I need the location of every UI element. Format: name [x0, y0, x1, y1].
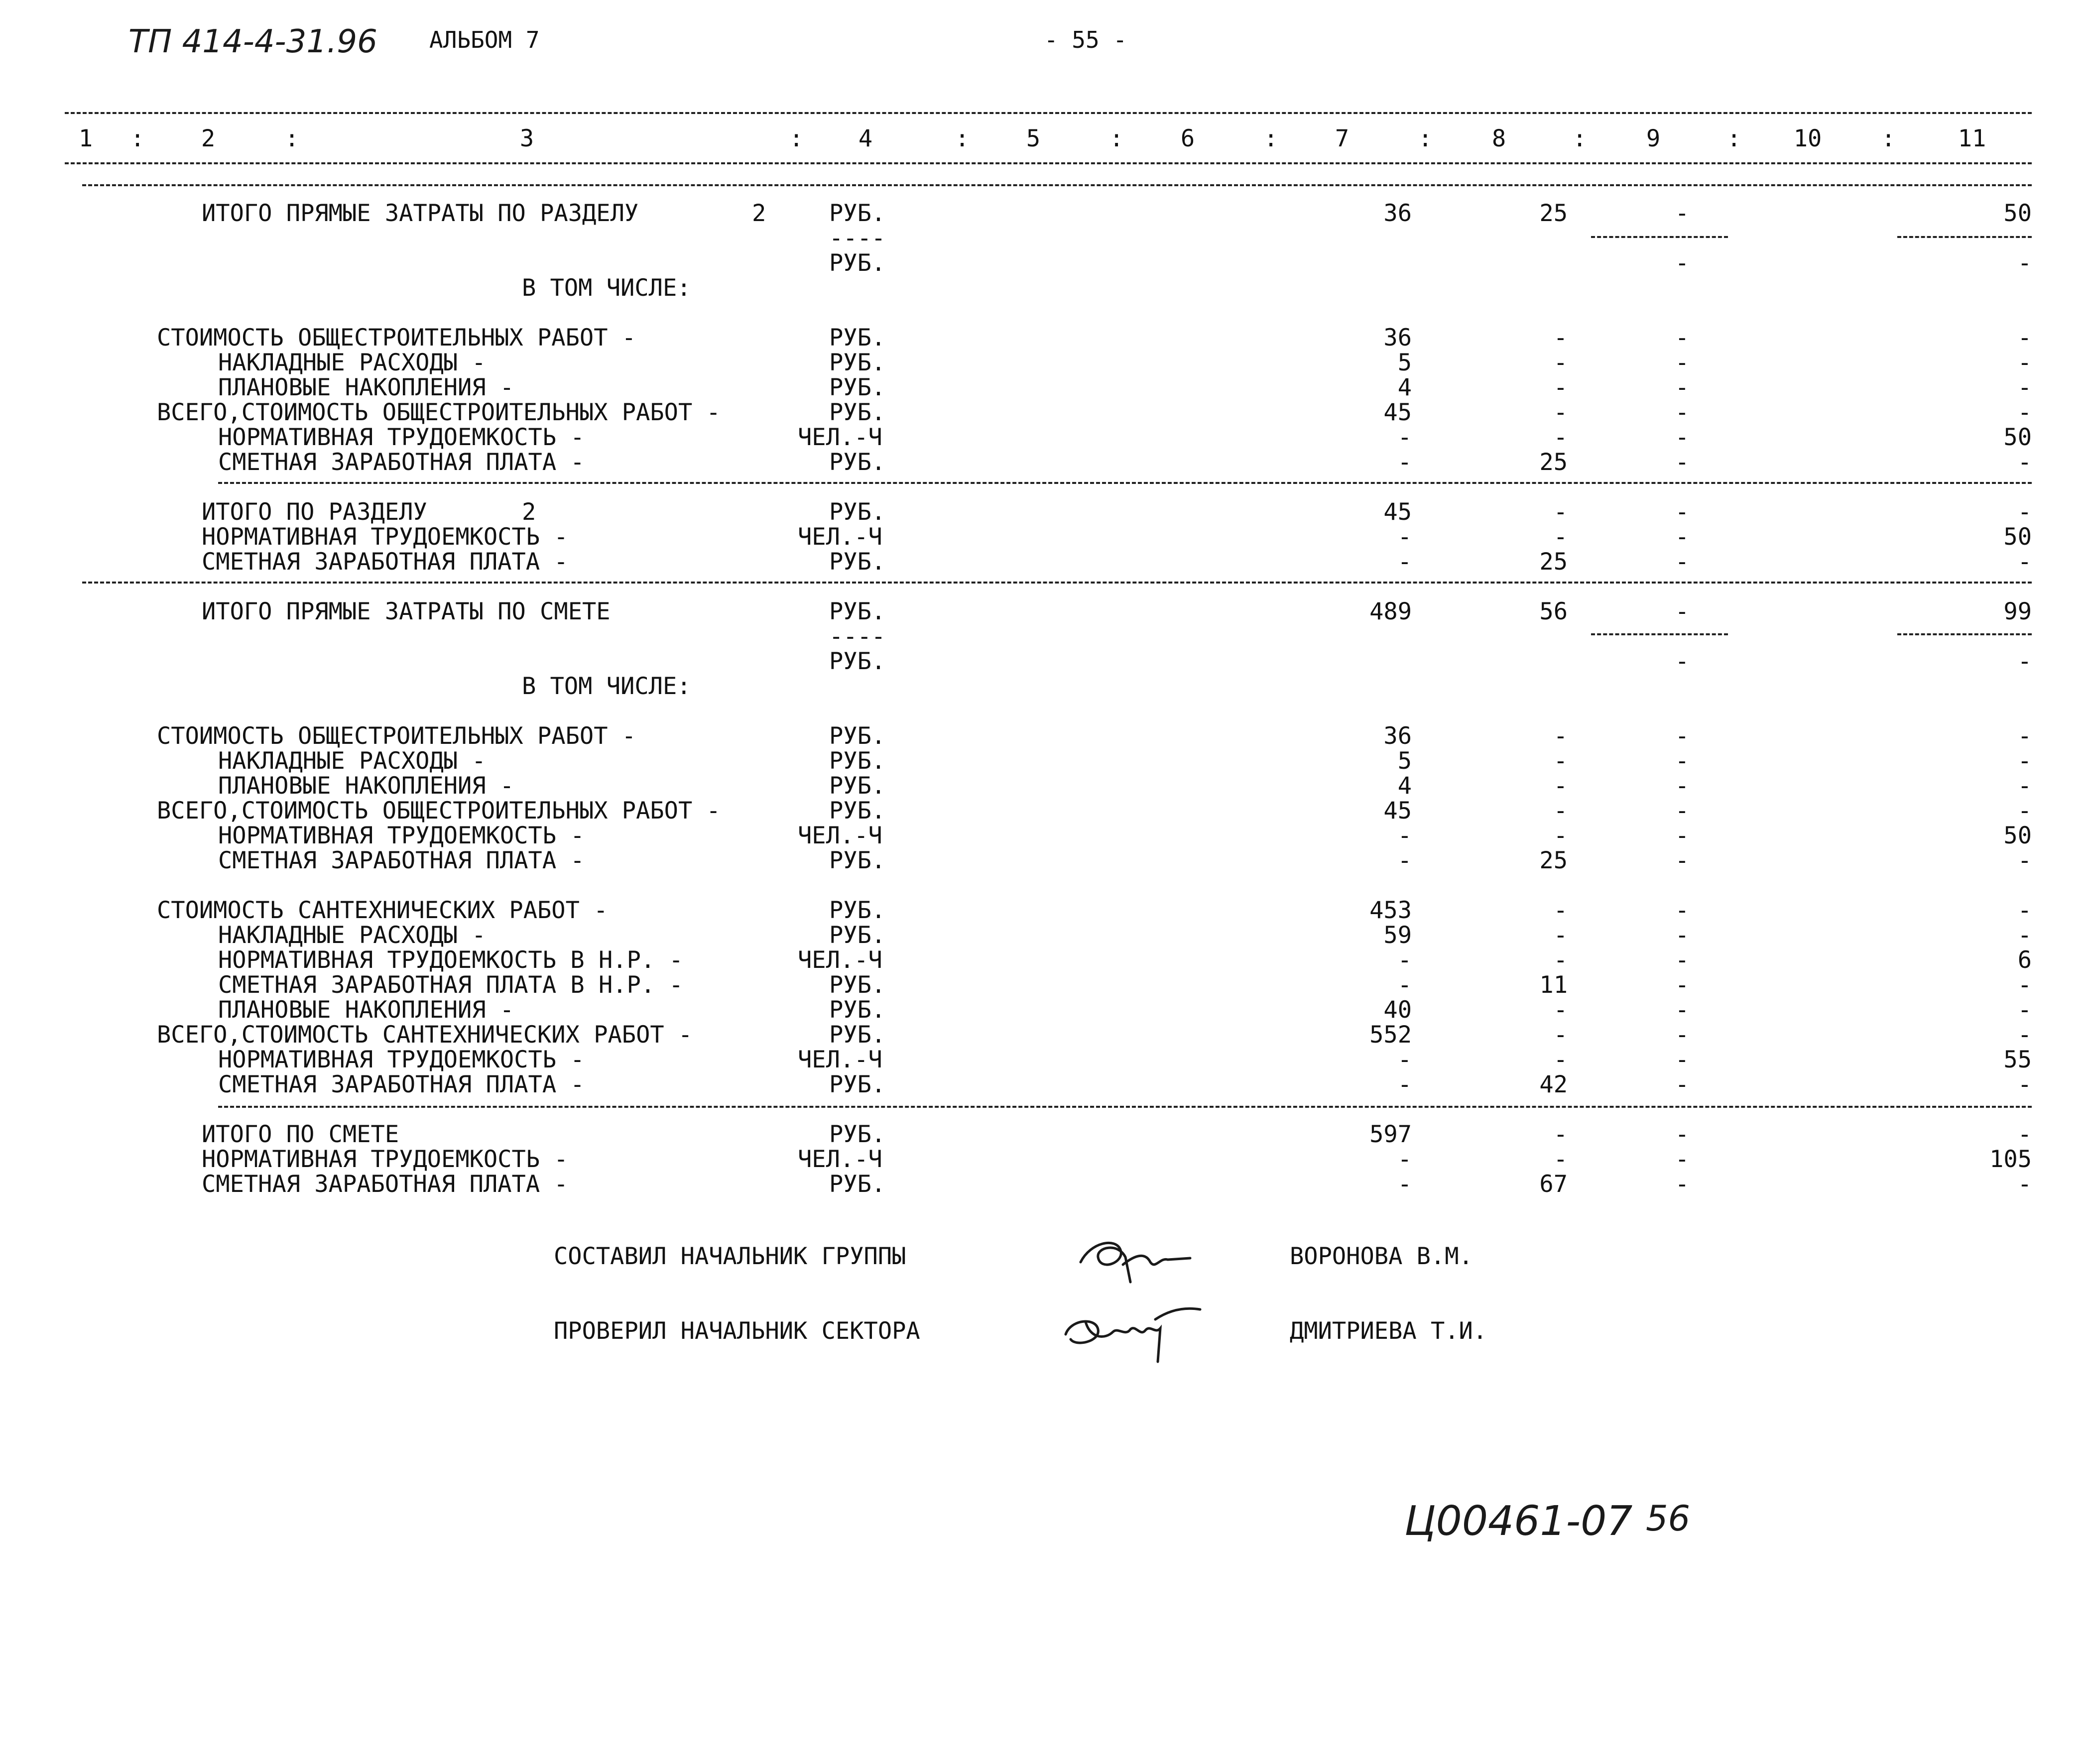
row-label: НАКЛАДНЫЕ РАСХОДЫ - [218, 747, 486, 775]
cell-col11: - [2017, 1121, 2032, 1148]
checked-by-name: ДМИТРИЕВА Т.И. [1290, 1317, 1487, 1345]
album-label: АЛЬБОМ 7 [429, 26, 540, 53]
cell-col11: 99 [2003, 598, 2032, 625]
cell-col9: - [1675, 971, 1689, 999]
row-label: ПЛАНОВЫЕ НАКОПЛЕНИЯ - [218, 996, 514, 1024]
cell-col7: - [1397, 424, 1412, 451]
cell-col7: - [1397, 847, 1412, 874]
cell-col7: 36 [1383, 200, 1412, 227]
cell-col9: - [1675, 1071, 1689, 1098]
cell-col7: - [1397, 946, 1412, 974]
cell-col8: 25 [1539, 847, 1568, 874]
unit-cell: ЧЕЛ.-Ч [798, 1146, 882, 1173]
signature-voronova [1071, 1227, 1200, 1307]
cell-col7: - [1397, 822, 1412, 849]
row-label: СТОИМОСТЬ САНТЕХНИЧЕСКИХ РАБОТ - [157, 897, 608, 924]
row-label: НОРМАТИВНАЯ ТРУДОЕМКОСТЬ - [218, 822, 585, 849]
column-header-9: 9 [1646, 125, 1661, 152]
cell-col8: 25 [1539, 200, 1568, 227]
cell-col11: 105 [1989, 1146, 2032, 1173]
unit-cell: РУБ. [829, 1121, 886, 1148]
section-rule [82, 582, 2032, 584]
cell-col11: - [2017, 772, 2032, 800]
row-label: ИТОГО ПО СМЕТЕ [202, 1121, 399, 1148]
unit-cell: РУБ. [829, 722, 886, 750]
cell-col8: - [1553, 1046, 1568, 1073]
cell-col11: 50 [2003, 424, 2032, 451]
cell-col9: - [1675, 1171, 1689, 1198]
column-separator: : [130, 125, 145, 152]
cell-col9: - [1675, 648, 1689, 675]
cell-col8: 56 [1539, 598, 1568, 625]
cell-col11: - [2017, 548, 2032, 576]
row-label: НОРМАТИВНАЯ ТРУДОЕМКОСТЬ - [202, 523, 568, 551]
cell-col8: 25 [1539, 548, 1568, 576]
unit-cell: РУБ. [829, 1021, 886, 1049]
unit-cell: ЧЕЛ.-Ч [798, 424, 882, 451]
row-label: СМЕТНАЯ ЗАРАБОТНАЯ ПЛАТА - [218, 449, 585, 476]
cell-col9: - [1675, 797, 1689, 824]
unit-cell: РУБ. [829, 897, 886, 924]
cell-col7: 45 [1383, 498, 1412, 526]
row-label: НОРМАТИВНАЯ ТРУДОЕМКОСТЬ В Н.Р. - [218, 946, 683, 974]
cell-col7: - [1397, 548, 1412, 576]
cell-col8: - [1553, 1021, 1568, 1049]
cell-col7: - [1397, 1071, 1412, 1098]
column-header-6: 6 [1180, 125, 1195, 152]
column-header-11: 11 [1958, 125, 1986, 152]
column11-underline [1897, 633, 2032, 635]
cell-col7: 40 [1383, 996, 1412, 1024]
cell-col7: 453 [1369, 897, 1412, 924]
cell-col11: - [2017, 747, 2032, 775]
cell-col11: - [2017, 498, 2032, 526]
row-label: ВСЕГО,СТОИМОСТЬ ОБЩЕСТРОИТЕЛЬНЫХ РАБОТ - [157, 797, 721, 824]
cell-col8: - [1553, 349, 1568, 376]
cell-col9: - [1675, 1121, 1689, 1148]
cell-col9: - [1675, 847, 1689, 874]
unit-cell: РУБ. [829, 772, 886, 800]
cell-col11: - [2017, 324, 2032, 352]
cell-col7: 4 [1397, 772, 1412, 800]
column-header-5: 5 [1026, 125, 1041, 152]
column-separator: : [1573, 125, 1587, 152]
column9-underline [1591, 633, 1728, 635]
column-header-10: 10 [1793, 125, 1822, 152]
cell-col8: - [1553, 797, 1568, 824]
column-header-8: 8 [1491, 125, 1506, 152]
row-label: ИТОГО ПО РАЗДЕЛУ [202, 498, 427, 526]
cell-col7: 5 [1397, 747, 1412, 775]
cell-col8: - [1553, 772, 1568, 800]
cell-col8: - [1553, 822, 1568, 849]
cell-col9: - [1675, 1146, 1689, 1173]
cell-col8: 67 [1539, 1171, 1568, 1198]
column-header-7: 7 [1335, 125, 1350, 152]
compiled-by-name: ВОРОНОВА В.М. [1290, 1243, 1473, 1270]
row-label: ПЛАНОВЫЕ НАКОПЛЕНИЯ - [218, 374, 514, 401]
section-number: 2 [752, 200, 766, 227]
cell-col11: 6 [2017, 946, 2032, 974]
compiled-by-role: СОСТАВИЛ НАЧАЛЬНИК ГРУППЫ [554, 1243, 906, 1270]
cell-col8: - [1553, 498, 1568, 526]
cell-col7: - [1397, 1171, 1412, 1198]
cell-col9: - [1675, 897, 1689, 924]
unit-cell: РУБ. [829, 922, 886, 949]
cell-col9: - [1675, 399, 1689, 426]
cell-col11: 50 [2003, 200, 2032, 227]
sheet-number: 56 [1646, 1498, 1691, 1539]
cell-col7: 45 [1383, 399, 1412, 426]
cell-col11: - [2017, 399, 2032, 426]
cell-col7: - [1397, 971, 1412, 999]
unit-cell: РУБ. [829, 498, 886, 526]
cell-col9: - [1675, 822, 1689, 849]
cell-col11: - [2017, 996, 2032, 1024]
unit-cell: РУБ. [829, 847, 886, 874]
row-label: ПЛАНОВЫЕ НАКОПЛЕНИЯ - [218, 772, 514, 800]
unit-cell: ---- [829, 623, 886, 650]
unit-cell: РУБ. [829, 449, 886, 476]
cell-col11: 50 [2003, 523, 2032, 551]
unit-cell: РУБ. [829, 249, 886, 277]
cell-col9: - [1675, 1046, 1689, 1073]
row-label: СМЕТНАЯ ЗАРАБОТНАЯ ПЛАТА - [218, 1071, 585, 1098]
column11-underline [1897, 236, 2032, 238]
cell-col7: - [1397, 523, 1412, 551]
row-label: ВСЕГО,СТОИМОСТЬ ОБЩЕСТРОИТЕЛЬНЫХ РАБОТ - [157, 399, 721, 426]
unit-cell: РУБ. [829, 747, 886, 775]
cell-col11: - [2017, 249, 2032, 277]
cell-col11: - [2017, 449, 2032, 476]
unit-cell: РУБ. [829, 349, 886, 376]
body-top-rule [82, 184, 2032, 186]
cell-col8: 11 [1539, 971, 1568, 999]
cell-col8: - [1553, 1121, 1568, 1148]
cell-col8: - [1553, 424, 1568, 451]
section-rule [218, 482, 2032, 484]
row-label: ИТОГО ПРЯМЫЕ ЗАТРАТЫ ПО СМЕТЕ [202, 598, 611, 625]
cell-col9: - [1675, 498, 1689, 526]
unit-cell: РУБ. [829, 200, 886, 227]
cell-col9: - [1675, 249, 1689, 277]
archive-stamp: Ц00461-07 [1404, 1498, 1633, 1545]
row-label: В ТОМ ЧИСЛЕ: [522, 274, 691, 302]
cell-col8: - [1553, 374, 1568, 401]
cell-col8: 25 [1539, 449, 1568, 476]
cell-col8: - [1553, 946, 1568, 974]
column-separator: : [1727, 125, 1741, 152]
unit-cell: ЧЕЛ.-Ч [798, 946, 882, 974]
cell-col9: - [1675, 449, 1689, 476]
cell-col11: - [2017, 722, 2032, 750]
cell-col8: - [1553, 722, 1568, 750]
section-number: 2 [522, 498, 536, 526]
column-header-3: 3 [519, 125, 534, 152]
cell-col11: - [2017, 1171, 2032, 1198]
cell-col9: - [1675, 747, 1689, 775]
column-separator: : [955, 125, 970, 152]
unit-cell: РУБ. [829, 324, 886, 352]
cell-col11: - [2017, 971, 2032, 999]
row-label: СТОИМОСТЬ ОБЩЕСТРОИТЕЛЬНЫХ РАБОТ - [157, 722, 636, 750]
cell-col11: - [2017, 847, 2032, 874]
column-header-2: 2 [201, 125, 216, 152]
unit-cell: РУБ. [829, 1071, 886, 1098]
cell-col11: - [2017, 648, 2032, 675]
cell-col8: 42 [1539, 1071, 1568, 1098]
cell-col7: 597 [1369, 1121, 1412, 1148]
cell-col9: - [1675, 598, 1689, 625]
column-separator: : [1418, 125, 1433, 152]
cell-col7: 5 [1397, 349, 1412, 376]
row-label: НОРМАТИВНАЯ ТРУДОЕМКОСТЬ - [218, 1046, 585, 1073]
cell-col11: 55 [2003, 1046, 2032, 1073]
cell-col9: - [1675, 324, 1689, 352]
cell-col8: - [1553, 523, 1568, 551]
cell-col8: - [1553, 747, 1568, 775]
row-label: НАКЛАДНЫЕ РАСХОДЫ - [218, 349, 486, 376]
cell-col9: - [1675, 200, 1689, 227]
cell-col7: 36 [1383, 324, 1412, 352]
page-number: - 55 - [1044, 26, 1127, 53]
cell-col7: 45 [1383, 797, 1412, 824]
row-label: В ТОМ ЧИСЛЕ: [522, 673, 691, 700]
cell-col9: - [1675, 374, 1689, 401]
cell-col9: - [1675, 523, 1689, 551]
row-label: НОРМАТИВНАЯ ТРУДОЕМКОСТЬ - [202, 1146, 568, 1173]
cell-col7: 4 [1397, 374, 1412, 401]
table-top-rule [65, 112, 2032, 114]
cell-col9: - [1675, 946, 1689, 974]
section-rule [218, 1106, 2032, 1108]
row-label: СМЕТНАЯ ЗАРАБОТНАЯ ПЛАТА - [202, 548, 568, 576]
unit-cell: РУБ. [829, 598, 886, 625]
column-header-1: 1 [78, 125, 93, 152]
cell-col11: - [2017, 349, 2032, 376]
unit-cell: РУБ. [829, 1171, 886, 1198]
unit-cell: ЧЕЛ.-Ч [798, 523, 882, 551]
cell-col11: - [2017, 374, 2032, 401]
column-separator: : [1109, 125, 1124, 152]
cell-col9: - [1675, 424, 1689, 451]
cell-col11: - [2017, 922, 2032, 949]
cell-col11: - [2017, 1021, 2032, 1049]
cell-col9: - [1675, 722, 1689, 750]
column9-underline [1591, 236, 1728, 238]
cell-col9: - [1675, 1021, 1689, 1049]
cell-col7: - [1397, 1146, 1412, 1173]
cell-col11: - [2017, 797, 2032, 824]
unit-cell: ---- [829, 225, 886, 252]
checked-by-role: ПРОВЕРИЛ НАЧАЛЬНИК СЕКТОРА [554, 1317, 920, 1345]
cell-col7: - [1397, 1046, 1412, 1073]
column-header-4: 4 [858, 125, 873, 152]
cell-col9: - [1675, 349, 1689, 376]
cell-col9: - [1675, 772, 1689, 800]
row-label: СМЕТНАЯ ЗАРАБОТНАЯ ПЛАТА - [218, 847, 585, 874]
document-code: ТП 414-4-31.96 [128, 23, 377, 60]
cell-col11: - [2017, 897, 2032, 924]
unit-cell: РУБ. [829, 996, 886, 1024]
cell-col9: - [1675, 996, 1689, 1024]
row-label: ВСЕГО,СТОИМОСТЬ САНТЕХНИЧЕСКИХ РАБОТ - [157, 1021, 693, 1049]
cell-col11: - [2017, 1071, 2032, 1098]
column-separator: : [285, 125, 299, 152]
column-separator: : [789, 125, 804, 152]
unit-cell: ЧЕЛ.-Ч [798, 822, 882, 849]
row-label: ИТОГО ПРЯМЫЕ ЗАТРАТЫ ПО РАЗДЕЛУ [202, 200, 639, 227]
row-label: СМЕТНАЯ ЗАРАБОТНАЯ ПЛАТА - [202, 1171, 568, 1198]
cell-col7: 552 [1369, 1021, 1412, 1049]
cell-col8: - [1553, 897, 1568, 924]
unit-cell: ЧЕЛ.-Ч [798, 1046, 882, 1073]
column-separator: : [1264, 125, 1278, 152]
cell-col9: - [1675, 548, 1689, 576]
row-label: СМЕТНАЯ ЗАРАБОТНАЯ ПЛАТА В Н.Р. - [218, 971, 683, 999]
row-label: НОРМАТИВНАЯ ТРУДОЕМКОСТЬ - [218, 424, 585, 451]
cell-col7: - [1397, 449, 1412, 476]
cell-col11: 50 [2003, 822, 2032, 849]
column-separator: : [1881, 125, 1896, 152]
cell-col7: 36 [1383, 722, 1412, 750]
cell-col8: - [1553, 1146, 1568, 1173]
unit-cell: РУБ. [829, 971, 886, 999]
unit-cell: РУБ. [829, 548, 886, 576]
cell-col7: 59 [1383, 922, 1412, 949]
unit-cell: РУБ. [829, 399, 886, 426]
unit-cell: РУБ. [829, 374, 886, 401]
signature-dmitrieva [1056, 1299, 1205, 1364]
cell-col8: - [1553, 922, 1568, 949]
cell-col9: - [1675, 922, 1689, 949]
header-bottom-rule [65, 162, 2032, 164]
cell-col8: - [1553, 324, 1568, 352]
unit-cell: РУБ. [829, 648, 886, 675]
cell-col8: - [1553, 996, 1568, 1024]
cell-col8: - [1553, 399, 1568, 426]
row-label: СТОИМОСТЬ ОБЩЕСТРОИТЕЛЬНЫХ РАБОТ - [157, 324, 636, 352]
row-label: НАКЛАДНЫЕ РАСХОДЫ - [218, 922, 486, 949]
unit-cell: РУБ. [829, 797, 886, 824]
cell-col7: 489 [1369, 598, 1412, 625]
